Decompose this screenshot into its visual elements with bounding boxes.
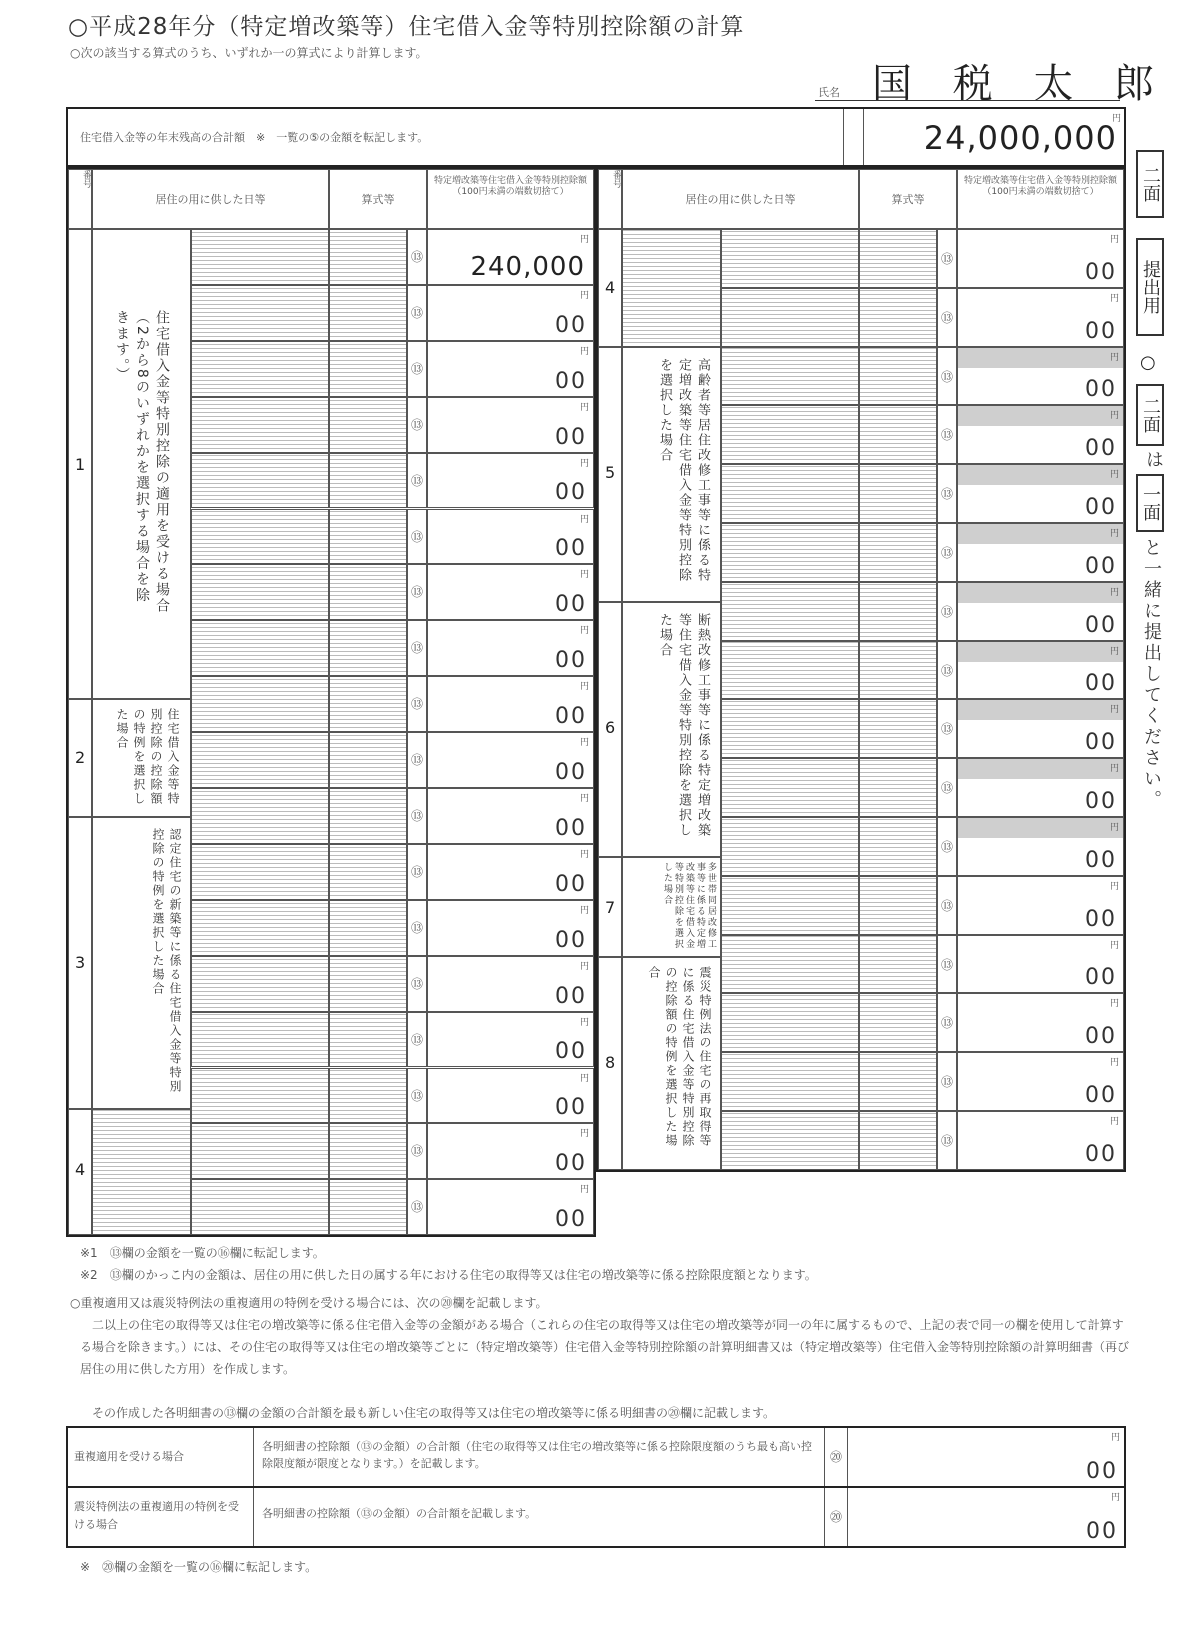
left-date-cell [191, 900, 329, 956]
balance-unit: 円 [1111, 114, 1121, 124]
right-amount-cell[interactable]: 円 00 [957, 288, 1124, 347]
left-date-cell [191, 956, 329, 1012]
right-date-cell [721, 229, 859, 288]
left-date-cell [191, 1012, 329, 1068]
right-section-7-label: 多世帯同居改修工事等に係る特定増改築等住宅借入金等特別控除を選択した場合 [622, 857, 721, 957]
left-amount-cell[interactable]: 円 00 [427, 564, 594, 620]
right-date-cell [721, 1052, 859, 1111]
right-row-mark: ⑬ [937, 582, 957, 641]
note-6: ※ ⑳欄の金額を一覧の⑯欄に転記します。 [80, 1560, 318, 1574]
right-date-cell [721, 464, 859, 523]
bottom-row-1-amount[interactable]: 円 00 [1086, 1433, 1120, 1484]
bottom-row-2-mark: ⑳ [824, 1488, 848, 1546]
right-formula-cell [859, 229, 937, 288]
right-formula-cell [859, 523, 937, 582]
left-date-cell [191, 564, 329, 620]
left-section-1-no: 1 [68, 229, 92, 699]
right-amount-cell[interactable]: 円 00 [957, 1052, 1124, 1111]
left-row-mark: ⑬ [407, 900, 427, 956]
left-date-cell [191, 732, 329, 788]
note-4: 二以上の住宅の取得等又は住宅の増改築等に係る住宅借入金等の金額がある場合（これらの住宅の取得等又は住宅の増改築等が同一の年に属するもので、上記の表で同一の欄を使用して計算する場合を除きます。）には、その住宅の取得等又は住宅の増改築等ごとに（特定増改築等）住宅借入金等特別控除額の計算明細書又は（特定増改築等）住宅借入金等特別控除額の計算明細書（再び居住の用に供した方用）を作成します。 [80, 1318, 1130, 1376]
side-box-teishutsuyo: 提出用 [1136, 238, 1164, 336]
left-formula-cell [329, 1068, 407, 1124]
left-formula-cell [329, 676, 407, 732]
bottom-row-1-mark: ⑳ [824, 1428, 848, 1486]
right-section-6-label: 断熱改修工事等に係る特定増改築等住宅借入金等特別控除を選択した場合 [622, 602, 721, 857]
right-date-cell [721, 1111, 859, 1170]
page-title: ○平成28年分（特定増改築等）住宅借入金等特別控除額の計算 [68, 14, 745, 40]
right-date-cell [721, 699, 859, 758]
left-header-amount: 特定増改築等住宅借入金等特別控除額（100円未満の端数切捨て） [427, 169, 594, 229]
right-amount-cell[interactable]: 円 00 [957, 405, 1124, 464]
right-header-no: 番号 [598, 169, 622, 229]
left-date-cell [191, 397, 329, 453]
right-section-5-no: 5 [598, 347, 622, 602]
left-amount-cell[interactable]: 円 00 [427, 956, 594, 1012]
right-amount-cell[interactable]: 円 00 [957, 347, 1124, 406]
right-row-mark: ⑬ [937, 758, 957, 817]
left-date-cell [191, 844, 329, 900]
right-formula-cell [859, 935, 937, 994]
right-section-5-label: 高齢者等居住改修工事等に係る特定増改築等住宅借入金等特別控除を選択した場合 [622, 347, 721, 602]
right-date-cell [721, 405, 859, 464]
right-row-mark: ⑬ [937, 523, 957, 582]
right-amount-cell[interactable]: 円 00 [957, 523, 1124, 582]
bottom-row-2-desc: 各明細書の控除額（⑬の金額）の合計額を記載します。 [262, 1507, 537, 1520]
right-header-date: 居住の用に供した日等 [622, 169, 859, 229]
side-text-submit: と一緒に提出してください。 [1141, 538, 1162, 811]
left-row-mark: ⑬ [407, 1123, 427, 1179]
balance-mark [843, 109, 864, 165]
right-date-cell [721, 876, 859, 935]
left-row-mark: ⑬ [407, 341, 427, 397]
right-formula-cell [859, 1111, 937, 1170]
right-formula-cell [859, 582, 937, 641]
left-row-mark: ⑬ [407, 788, 427, 844]
left-row-mark: ⑬ [407, 676, 427, 732]
right-row-mark: ⑬ [937, 935, 957, 994]
right-formula-cell [859, 641, 937, 700]
left-formula-cell [329, 788, 407, 844]
left-formula-cell [329, 397, 407, 453]
left-date-cell [191, 229, 329, 285]
page-subtitle: ○次の該当する算式のうち、いずれか一の算式により計算します。 [70, 46, 428, 60]
right-row-mark: ⑬ [937, 993, 957, 1052]
left-section-2-no: 2 [68, 699, 92, 817]
left-row-mark: ⑬ [407, 564, 427, 620]
left-formula-cell [329, 620, 407, 676]
left-header-formula: 算式等 [329, 169, 427, 229]
right-amount-cell[interactable]: 円 00 [957, 935, 1124, 994]
left-formula-cell [329, 900, 407, 956]
left-amount-cell[interactable]: 円 00 [427, 1068, 594, 1124]
left-row-mark: ⑬ [407, 397, 427, 453]
right-date-cell [721, 817, 859, 876]
left-amount-cell[interactable]: 円 00 [427, 1123, 594, 1179]
note-3: ○重複適用又は震災特例法の重複適用の特例を受ける場合には、次の⑳欄を記載します。 [70, 1296, 548, 1310]
right-section-8-label: 震災特例法の住宅の再取得等に係る住宅借入金等特別控除の控除額の特例を選択した場合 [622, 957, 721, 1170]
left-row-mark: ⑬ [407, 1179, 427, 1235]
left-formula-cell [329, 1179, 407, 1235]
left-row-mark: ⑬ [407, 509, 427, 565]
left-date-cell [191, 285, 329, 341]
left-amount-cell[interactable]: 円 240,000 [427, 229, 594, 285]
balance-row [66, 107, 1126, 167]
right-section-6-no: 6 [598, 602, 622, 857]
left-formula-cell [329, 1123, 407, 1179]
right-formula-cell [859, 464, 937, 523]
side-box-nimen-2: 二面 [1136, 384, 1164, 446]
note-1: ※1 ⑬欄の金額を一覧の⑯欄に転記します。 [80, 1246, 325, 1260]
right-date-cell [721, 758, 859, 817]
left-date-cell [191, 1123, 329, 1179]
right-row-mark: ⑬ [937, 288, 957, 347]
left-amount-cell[interactable]: 円 00 [427, 397, 594, 453]
right-date-cell [721, 288, 859, 347]
right-date-cell [721, 347, 859, 406]
left-row-mark: ⑬ [407, 956, 427, 1012]
right-row-mark: ⑬ [937, 229, 957, 288]
right-formula-cell [859, 699, 937, 758]
left-header-no: 番号 [68, 169, 92, 229]
left-formula-cell [329, 564, 407, 620]
right-row-mark: ⑬ [937, 876, 957, 935]
left-amount-cell[interactable]: 円 00 [427, 285, 594, 341]
left-amount-cell[interactable]: 円 00 [427, 676, 594, 732]
side-box-ichimen: 一面 [1136, 474, 1164, 532]
right-header-formula: 算式等 [859, 169, 957, 229]
left-date-cell [191, 341, 329, 397]
balance-label: 住宅借入金等の年末残高の合計額 ※ 一覧の⑤の金額を転記します。 [80, 131, 429, 144]
right-section-7-no: 7 [598, 857, 622, 957]
right-date-cell [721, 523, 859, 582]
left-formula-cell [329, 229, 407, 285]
right-amount-cell[interactable]: 円 00 [957, 758, 1124, 817]
right-section-4-label [622, 229, 721, 347]
balance-value-box[interactable] [863, 109, 1125, 165]
right-formula-cell [859, 405, 937, 464]
left-section-1-label: 住宅借入金等特別控除の適用を受ける場合（2から8のいずれかを選択する場合を除きます。） [92, 229, 191, 699]
left-formula-cell [329, 956, 407, 1012]
right-amount-cell[interactable]: 円 00 [957, 582, 1124, 641]
right-date-cell [721, 993, 859, 1052]
left-date-cell [191, 1179, 329, 1235]
left-date-cell [191, 620, 329, 676]
left-row-mark: ⑬ [407, 1012, 427, 1068]
right-table [596, 167, 1126, 1172]
left-amount-cell[interactable]: 円 00 [427, 341, 594, 397]
name-value[interactable]: 国 税 太 郎 [872, 61, 1169, 107]
right-formula-cell [859, 817, 937, 876]
right-header-amount: 特定増改築等住宅借入金等特別控除額（100円未満の端数切捨て） [957, 169, 1124, 229]
right-section-8-no: 8 [598, 957, 622, 1170]
right-amount-cell[interactable]: 円 00 [957, 817, 1124, 876]
left-date-cell [191, 509, 329, 565]
right-amount-cell[interactable]: 円 00 [957, 229, 1124, 288]
right-row-mark: ⑬ [937, 405, 957, 464]
right-amount-cell[interactable]: 円 00 [957, 993, 1124, 1052]
bottom-row-2 [66, 1486, 1126, 1548]
balance-value: 24,000,000 [923, 119, 1117, 157]
left-formula-cell [329, 509, 407, 565]
bottom-row-2-label: 震災特例法の重複適用の特例を受ける場合 [68, 1488, 254, 1546]
right-date-cell [721, 935, 859, 994]
bottom-row-1-label: 重複適用を受ける場合 [68, 1428, 254, 1486]
left-section-3-label: 認定住宅の新築等に係る住宅借入金等特別控除の特例を選択した場合 [92, 817, 191, 1109]
left-formula-cell [329, 285, 407, 341]
right-date-cell [721, 641, 859, 700]
right-amount-cell[interactable]: 円 00 [957, 464, 1124, 523]
right-row-mark: ⑬ [937, 1052, 957, 1111]
bottom-row-1-desc: 各明細書の控除額（⑬の金額）の合計額（住宅の取得等又は住宅の増改築等に係る控除限度額のうち最も高い控除限度額が限度となります。）を記載します。 [262, 1440, 812, 1470]
side-text-ha: は [1143, 450, 1164, 470]
left-section-2-label: 住宅借入金等特別控除の控除額の特例を選択した場合 [92, 699, 191, 817]
right-row-mark: ⑬ [937, 641, 957, 700]
left-date-cell [191, 453, 329, 509]
left-formula-cell [329, 844, 407, 900]
left-row-mark: ⑬ [407, 1068, 427, 1124]
left-amount-cell[interactable]: 円 00 [427, 1179, 594, 1235]
name-label: 氏名 [818, 86, 840, 99]
left-formula-cell [329, 341, 407, 397]
left-date-cell [191, 676, 329, 732]
left-formula-cell [329, 732, 407, 788]
note-5: その作成した各明細書の⑬欄の金額の合計額を最も新しい住宅の取得等又は住宅の増改築等に係る明細書の⑳欄に記載します。 [80, 1406, 776, 1420]
right-amount-cell[interactable]: 円 00 [957, 641, 1124, 700]
right-row-mark: ⑬ [937, 347, 957, 406]
right-formula-cell [859, 347, 937, 406]
left-amount-cell[interactable]: 円 00 [427, 509, 594, 565]
right-date-cell [721, 582, 859, 641]
left-table [66, 167, 596, 1237]
left-section-3-no: 3 [68, 817, 92, 1109]
name-underline [815, 100, 1120, 101]
note-2: ※2 ⑬欄のかっこ内の金額は、居住の用に供した日の属する年における住宅の取得等又は住宅の増改築等に係る控除限度額となります。 [80, 1268, 817, 1282]
right-formula-cell [859, 1052, 937, 1111]
left-amount-cell[interactable]: 円 00 [427, 844, 594, 900]
right-formula-cell [859, 993, 937, 1052]
left-amount-cell[interactable]: 円 00 [427, 900, 594, 956]
side-box-nimen: 二面 [1136, 150, 1164, 218]
left-amount-cell[interactable]: 円 00 [427, 732, 594, 788]
left-header-date: 居住の用に供した日等 [92, 169, 329, 229]
left-row-mark: ⑬ [407, 229, 427, 285]
left-row-mark: ⑬ [407, 453, 427, 509]
left-amount-cell[interactable]: 円 00 [427, 453, 594, 509]
left-amount-cell[interactable]: 円 00 [427, 1012, 594, 1068]
left-date-cell [191, 788, 329, 844]
left-first-value: 240,000 [470, 251, 585, 282]
left-amount-cell[interactable]: 円 00 [427, 788, 594, 844]
left-formula-cell [329, 1012, 407, 1068]
left-row-mark: ⑬ [407, 844, 427, 900]
left-amount-cell[interactable]: 円 00 [427, 620, 594, 676]
right-row-mark: ⑬ [937, 699, 957, 758]
right-row-mark: ⑬ [937, 1111, 957, 1170]
side-circle: ○ [1140, 352, 1156, 373]
left-section-4-label [92, 1109, 191, 1235]
left-row-mark: ⑬ [407, 285, 427, 341]
left-row-mark: ⑬ [407, 732, 427, 788]
right-amount-cell[interactable]: 円 00 [957, 1111, 1124, 1170]
left-row-mark: ⑬ [407, 620, 427, 676]
right-formula-cell [859, 288, 937, 347]
left-date-cell [191, 1068, 329, 1124]
right-formula-cell [859, 876, 937, 935]
right-amount-cell[interactable]: 円 00 [957, 876, 1124, 935]
right-amount-cell[interactable]: 円 00 [957, 699, 1124, 758]
bottom-row-1 [66, 1426, 1126, 1488]
left-formula-cell [329, 453, 407, 509]
left-section-4-no: 4 [68, 1109, 92, 1235]
bottom-row-2-amount[interactable]: 円 00 [1086, 1493, 1120, 1544]
right-row-mark: ⑬ [937, 464, 957, 523]
right-formula-cell [859, 758, 937, 817]
right-section-4-no: 4 [598, 229, 622, 347]
right-row-mark: ⑬ [937, 817, 957, 876]
